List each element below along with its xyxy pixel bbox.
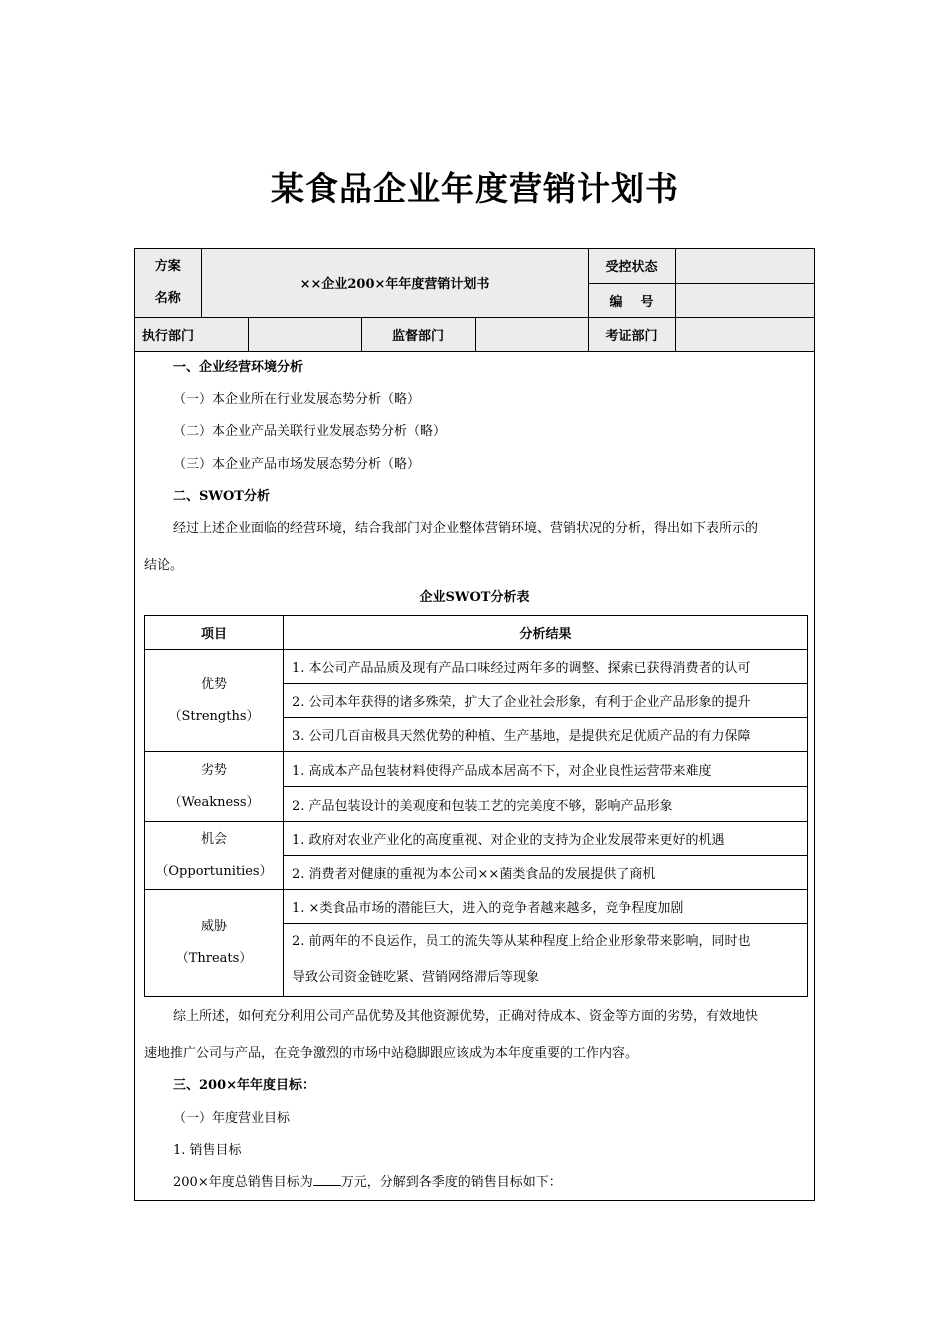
supervise-dept-value xyxy=(475,317,588,351)
summary-line-2: 速地推广公司与产品，在竞争激烈的市场中站稳脚跟应该成为本年度重要的工作内容。 xyxy=(144,1046,639,1061)
verify-dept-value xyxy=(675,317,814,351)
swot-threat-2: 2. 前两年的不良运作，员工的流失等从某种程度上给企业形象带来影响，同时也 导致公司资金链吃紧、营销网络滞后等现象 xyxy=(284,924,808,997)
swot-opportunity-1: 1. 政府对农业产业化的高度重视、对企业的支持为企业发展带来更好的机遇 xyxy=(284,822,808,856)
section-2-heading: 二、SWOT分析 xyxy=(173,489,270,504)
swot-table xyxy=(144,615,808,997)
number-label: 编 号 xyxy=(588,283,675,317)
plan-frame xyxy=(134,248,815,1201)
sales-target-suffix: 万元，分解到各季度的销售目标如下： xyxy=(340,1175,562,1190)
section-3-item-1: 1. 销售目标 xyxy=(173,1143,242,1158)
swot-strength-3: 3. 公司几百亩极具天然优势的种植、生产基地，是提供充足优质产品的有力保障 xyxy=(284,718,808,752)
swot-weakness-label: 劣势 （Weakness） xyxy=(145,752,284,822)
document-title: 某食品企业年度营销计划书 xyxy=(271,169,679,208)
number-value xyxy=(675,283,814,317)
summary-line-1: 综上所述，如何充分利用公司产品优势及其他资源优势，正确对待成本、资金等方面的劣势，有效地快 xyxy=(173,1009,759,1024)
section-1-item-1: （一）本企业所在行业发展态势分析（略） xyxy=(173,392,421,407)
swot-threat-1: 1. ×类食品市场的潜能巨大，进入的竞争者越来越多，竞争程度加剧 xyxy=(284,890,808,924)
sales-target-blank xyxy=(313,1175,341,1186)
swot-opportunity-2: 2. 消费者对健康的重视为本公司××菌类食品的发展提供了商机 xyxy=(284,856,808,890)
swot-threats-label: 威胁 （Threats） xyxy=(145,890,284,997)
swot-col-item: 项目 xyxy=(145,616,284,650)
verify-dept-label: 考证部门 xyxy=(588,317,675,351)
section-2-intro-line-2: 结论。 xyxy=(144,558,184,573)
control-status-label: 受控状态 xyxy=(588,249,675,283)
section-3-heading: 三、200×年年度目标： xyxy=(173,1078,316,1093)
swot-weakness-1: 1. 高成本产品包装材料使得产品成本居高不下，对企业良性运营带来难度 xyxy=(284,752,808,787)
sales-target-prefix: 200×年度总销售目标为 xyxy=(173,1175,313,1190)
exec-dept-label: 执行部门 xyxy=(135,317,201,351)
swot-strength-2: 2. 公司本年获得的诸多殊荣，扩大了企业社会形象，有利于企业产品形象的提升 xyxy=(284,684,808,718)
sales-target-line xyxy=(173,1171,562,1190)
swot-col-result: 分析结果 xyxy=(284,616,808,650)
supervise-dept-label: 监督部门 xyxy=(361,317,475,351)
section-1-item-2: （二）本企业产品关联行业发展态势分析（略） xyxy=(173,424,447,439)
plan-header-table xyxy=(135,249,814,352)
swot-opportunities-label: 机会 （Opportunities） xyxy=(145,822,284,890)
exec-dept-spacer xyxy=(201,317,248,351)
swot-strength-1: 1. 本公司产品品质及现有产品口味经过两年多的调整、探索已获得消费者的认可 xyxy=(284,650,808,684)
swot-strengths-label: 优势 （Strengths） xyxy=(145,650,284,752)
section-2-intro-line-1: 经过上述企业面临的经营环境，结合我部门对企业整体营销环境、营销状况的分析，得出如下表所示的 xyxy=(173,521,759,536)
section-3-sub-1: （一）年度营业目标 xyxy=(173,1111,291,1126)
swot-table-title: 企业SWOT分析表 xyxy=(419,590,530,605)
control-status-value xyxy=(675,249,814,283)
swot-weakness-2: 2. 产品包装设计的美观度和包装工艺的完美度不够，影响产品形象 xyxy=(284,787,808,822)
exec-dept-value xyxy=(248,317,361,351)
plan-name-value: ××企业200×年年度营销计划书 xyxy=(201,249,588,317)
plan-name-label: 方案 名称 xyxy=(135,249,201,317)
section-1-heading: 一、企业经营环境分析 xyxy=(173,360,304,375)
section-1-item-3: （三）本企业产品市场发展态势分析（略） xyxy=(173,457,421,472)
